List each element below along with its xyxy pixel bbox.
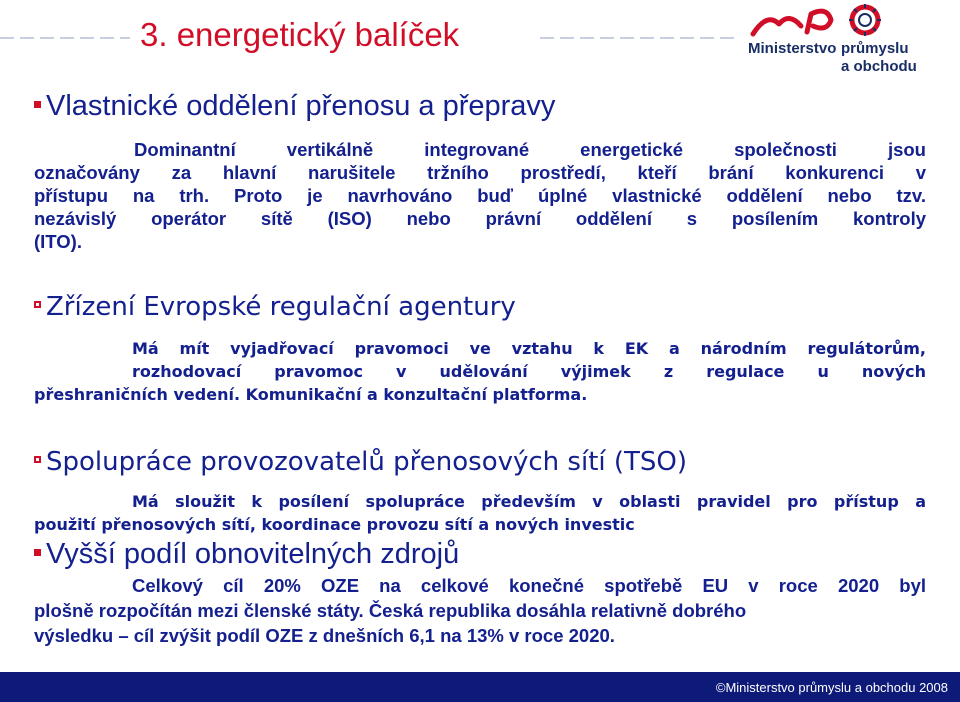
square-bullet-icon (34, 549, 41, 556)
section-1-line-4: nezávislý operátor sítě (ISO) nebo právní oddělení s posílením kontroly (34, 208, 926, 229)
section-heading-unbundling: Vlastnické oddělení přenosu a přepravy (34, 90, 555, 123)
section-2-line-2: rozhodovací pravomoc v udělování výjimek z regulace u nových (132, 362, 926, 381)
section-1-line-5: (ITO). (34, 231, 82, 252)
logo-text-industry: průmyslu (841, 40, 909, 57)
footer-bar (0, 672, 960, 702)
section-3-line-1: Má sloužit k posílení spolupráce především v oblasti pravidel pro přístup a (132, 492, 926, 511)
section-1-line-3: přístupu na trh. Proto je navrhováno buď úplné vlastnické oddělení nebo tzv. (34, 185, 926, 206)
square-bullet-icon (34, 456, 41, 463)
section-4-line-2: plošně rozpočítán mezi členské státy. Česká republika dosáhla relativně dobrého (34, 600, 747, 621)
section-3-line-2: použití přenosových sítí, koordinace provozu sítí a nových investic (34, 515, 635, 534)
slide-title: 3. energetický balíček (140, 16, 460, 53)
square-bullet-icon (34, 101, 41, 108)
section-4-line-3: výsledku – cíl zvýšit podíl OZE z dnešních 6,1 na 13% v roce 2020. (34, 625, 615, 646)
square-bullet-icon (34, 301, 41, 308)
section-1-line-2: označovány za hlavní narušitele tržního prostředí, kteří brání konkurenci v (34, 162, 926, 183)
section-2-line-1: Má mít vyjadřovací pravomoci ve vztahu k EK a národním regulátorům, (132, 339, 926, 358)
section-4-line-1: Celkový cíl 20% OZE na celkové konečné spotřebě EU v roce 2020 byl (132, 575, 926, 596)
section-2-line-3: přeshraničních vedení. Komunikační a konzultační platforma. (34, 385, 588, 404)
logo-text-ministry: Ministerstvo (748, 40, 837, 57)
section-heading-renewables: Vyšší podíl obnovitelných zdrojů (34, 538, 459, 571)
logo-text-trade: a obchodu (841, 58, 917, 75)
footer-copyright: ©Ministerstvo průmyslu a obchodu 2008 (715, 680, 948, 695)
section-1-line-1: Dominantní vertikálně integrované energetické společnosti jsou (134, 139, 926, 160)
section-heading-tso-cooperation: Spolupráce provozovatelů přenosových sítí (TSO) (34, 447, 687, 477)
section-heading-regulatory-agency: Zřízení Evropské regulační agentury (34, 292, 516, 322)
